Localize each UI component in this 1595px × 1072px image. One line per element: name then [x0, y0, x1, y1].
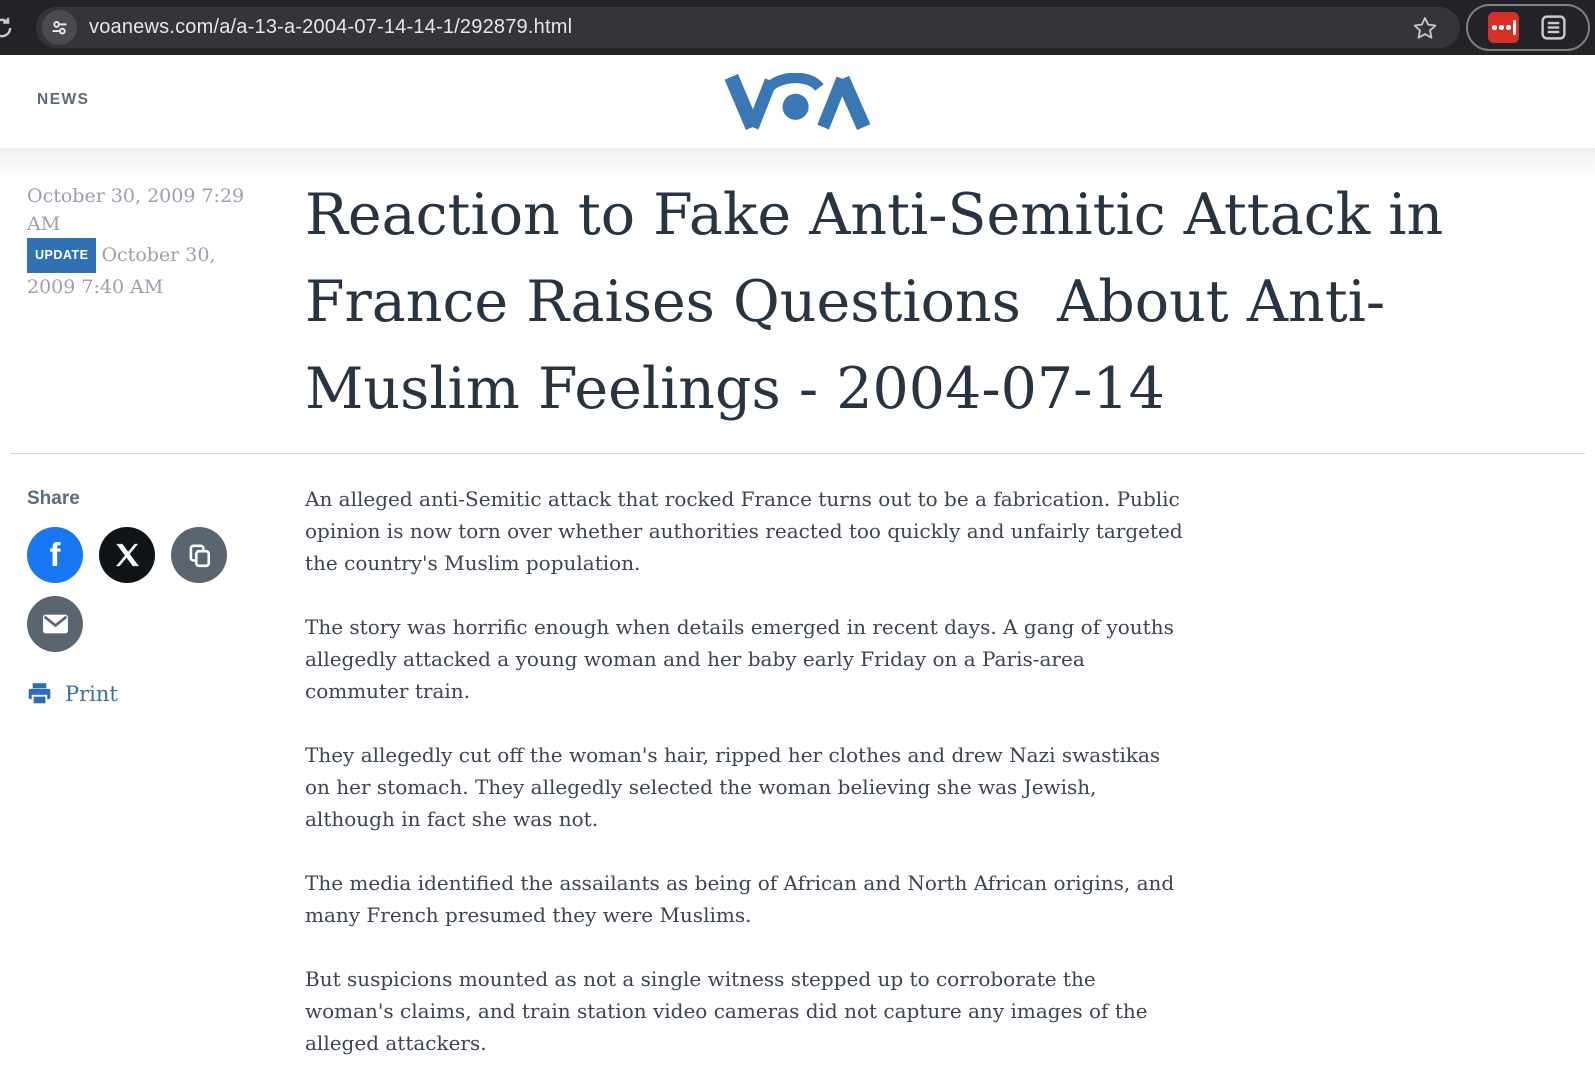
reader-mode-icon[interactable] — [1539, 13, 1568, 42]
email-share-button[interactable] — [27, 596, 83, 652]
browser-toolbar — [0, 0, 1595, 55]
article-body-row — [0, 454, 1595, 1072]
copy-link-button[interactable] — [171, 527, 227, 583]
reload-icon[interactable] — [0, 15, 15, 41]
site-info-icon[interactable] — [42, 10, 77, 45]
voa-logo[interactable] — [722, 73, 874, 131]
site-header — [0, 55, 1595, 148]
facebook-share-button[interactable] — [27, 527, 83, 583]
paragraph: The media identified the assailants as being of African and North African origins, and many French presumed they were Muslims. — [305, 871, 1175, 927]
share-sidebar — [27, 454, 305, 1072]
share-buttons-row-1 — [27, 527, 305, 583]
x-icon — [113, 541, 141, 569]
date-sidebar — [27, 178, 305, 433]
x-share-button[interactable] — [99, 527, 155, 583]
paragraph: But suspicions mounted as not a single witness stepped up to corroborate the woman's claims, and train station video cameras did not capture any images of the alleged attackers. — [305, 967, 1148, 1055]
email-icon — [41, 612, 70, 636]
article-head-row — [0, 178, 1595, 433]
update-line — [27, 238, 259, 301]
date-block — [27, 178, 259, 301]
article-text — [305, 454, 1189, 1072]
bookmark-star-icon[interactable] — [1412, 15, 1438, 41]
update-badge: UPDATE — [27, 238, 96, 273]
facebook-icon: f — [49, 536, 61, 573]
published-date: October 30, 2009 7:29 AM — [27, 185, 245, 235]
copy-icon — [186, 542, 212, 568]
url-text[interactable]: voanews.com/a/a-13-a-2004-07-14-14-1/292879.html — [89, 16, 573, 38]
print-icon — [27, 682, 52, 706]
share-buttons-row-2 — [27, 596, 305, 652]
paragraph: An alleged anti-Semitic attack that rocked France turns out to be a fabrication. Public opinion is now torn over whether authorities reacted too quickly and unfairly targeted the country's Muslim population. — [305, 487, 1183, 575]
share-label: Share — [27, 488, 80, 509]
extensions-pill — [1466, 4, 1590, 51]
url-bar[interactable] — [36, 7, 1460, 48]
article — [0, 178, 1595, 1072]
paragraph: The story was horrific enough when details emerged in recent days. A gang of youths allegedly attacked a young woman and her baby early Friday on a Paris-area commuter train. — [305, 615, 1174, 703]
news-section-link[interactable]: NEWS — [37, 91, 90, 108]
article-headline: Reaction to Fake Anti-Semitic Attack in France Raises Questions About Anti-Muslim Feelings - 2004-07-14 — [305, 182, 1462, 422]
print-button[interactable] — [27, 682, 305, 706]
password-manager-icon[interactable] — [1488, 12, 1519, 43]
paragraph: They allegedly cut off the woman's hair, ripped her clothes and drew Nazi swastikas on her stomach. They allegedly selected the woman believing she was Jewish, although in fact she was not. — [305, 743, 1161, 831]
print-label: Print — [65, 682, 118, 706]
updated-date: October 30, 2009 7:40 AM — [27, 244, 216, 298]
